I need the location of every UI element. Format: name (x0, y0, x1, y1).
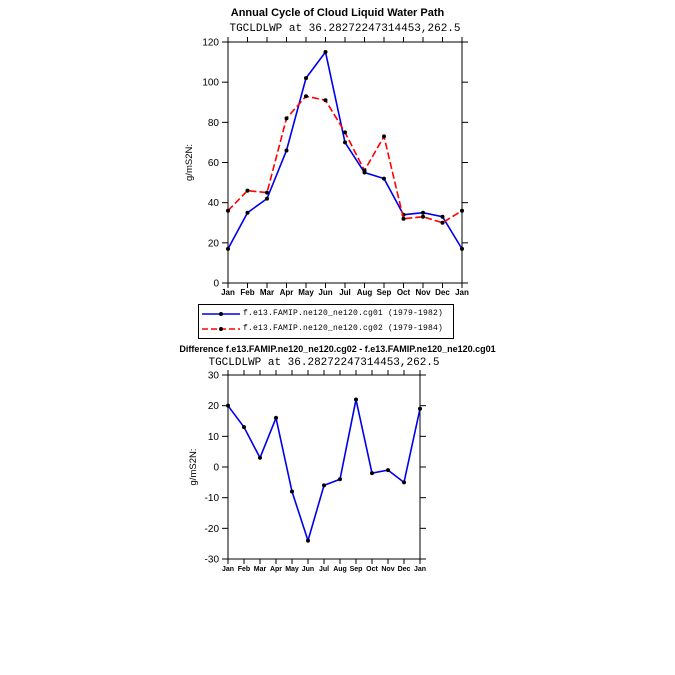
month-label: Oct (396, 288, 411, 297)
data-point-marker (363, 169, 367, 173)
plot-frame (228, 42, 462, 283)
data-point-marker (304, 76, 308, 80)
data-point-marker (246, 211, 250, 215)
legend-entry-cg01 (199, 306, 453, 321)
y-tick-label: 60 (207, 158, 219, 169)
month-label: Jan (221, 288, 235, 297)
month-label: Dec (435, 288, 450, 297)
data-point-marker (386, 468, 390, 472)
legend-label-cg02: f.e13.FAMIP.ne120_ne120.cg02 (1979-1984) (243, 324, 444, 333)
y-tick-label: 0 (213, 278, 219, 290)
y-tick-label: 80 (207, 117, 219, 129)
difference-line-chart (165, 368, 485, 580)
y-tick-label: 20 (207, 401, 219, 413)
data-point-marker (304, 94, 308, 98)
data-point-marker (460, 247, 464, 251)
plot-frame (228, 375, 420, 559)
top-chart-title: Annual Cycle of Cloud Liquid Water Path (230, 7, 445, 19)
month-label: Aug (356, 288, 373, 297)
data-point-marker (285, 116, 289, 120)
month-label: Nov (381, 566, 395, 573)
y-tick-label: -10 (204, 493, 219, 505)
data-point-marker (290, 490, 294, 494)
y-tick-label: 100 (202, 77, 219, 89)
data-point-marker (402, 480, 406, 484)
y-axis-title: g/mS2N: (184, 144, 195, 181)
month-label: Apr (269, 566, 283, 573)
y-tick-label: 10 (207, 431, 219, 443)
y-tick-label: 120 (202, 37, 219, 49)
data-point-marker (306, 539, 310, 543)
data-point-marker (226, 404, 230, 408)
y-tick-label: -30 (204, 554, 219, 566)
data-point-marker (402, 217, 406, 221)
data-point-marker (242, 425, 246, 429)
data-point-marker (370, 471, 374, 475)
data-point-marker (338, 477, 342, 481)
data-point-marker (324, 98, 328, 102)
month-label: Mar (253, 566, 267, 573)
month-label: Feb (240, 288, 255, 297)
month-label: Aug (333, 566, 347, 573)
y-tick-label: 0 (213, 462, 219, 474)
data-point-marker (246, 189, 250, 193)
data-point-marker (258, 456, 262, 460)
data-point-marker (343, 130, 347, 134)
month-label: Feb (237, 566, 251, 573)
data-point-marker (441, 215, 445, 219)
data-point-marker (421, 215, 425, 219)
difference-chart-subtitle: TGCLDLWP at 36.28272247314453,262.5 (208, 357, 440, 369)
legend-marker (219, 327, 223, 331)
data-point-marker (354, 398, 358, 402)
data-point-marker (343, 140, 347, 144)
data-point-marker (441, 221, 445, 225)
data-point-marker (285, 148, 289, 152)
annual-cycle-line-chart (165, 36, 485, 308)
month-label: Oct (366, 566, 378, 573)
month-label: Jan (221, 566, 235, 573)
legend-marker (219, 312, 223, 316)
data-point-marker (382, 177, 386, 181)
data-point-marker (460, 209, 464, 213)
month-label: May (285, 566, 299, 573)
legend-line-sample-icon (199, 307, 243, 321)
legend-box (198, 304, 454, 339)
month-label: Sep (349, 566, 363, 573)
data-point-marker (324, 50, 328, 54)
month-label: Mar (259, 288, 275, 297)
difference-chart-title: Difference f.e13.FAMIP.ne120_ne120.cg02 - f.e13.FAMIP.ne120_ne120.cg01 (179, 344, 496, 354)
series-line (228, 96, 462, 223)
y-axis-title: g/mS2N: (188, 448, 199, 486)
month-label: Jan (455, 288, 469, 297)
y-tick-label: 40 (207, 198, 219, 210)
series-line (228, 52, 462, 249)
y-tick-label: 30 (207, 370, 219, 382)
month-label: Jul (339, 288, 351, 297)
data-point-marker (226, 247, 230, 251)
month-label: Jul (318, 566, 330, 573)
series-line (228, 400, 420, 541)
legend-entry-cg02 (199, 321, 453, 336)
data-point-marker (382, 134, 386, 138)
data-point-marker (322, 483, 326, 487)
month-label: Sep (376, 288, 392, 297)
y-tick-label: -20 (204, 523, 219, 535)
month-label: Dec (397, 566, 411, 573)
data-point-marker (265, 191, 269, 195)
month-label: Jun (301, 566, 315, 573)
month-label: May (298, 288, 314, 297)
month-label: Jan (413, 566, 427, 573)
month-label: Apr (279, 288, 294, 297)
data-point-marker (274, 416, 278, 420)
data-point-marker (418, 407, 422, 411)
data-point-marker (265, 197, 269, 201)
data-point-marker (226, 209, 230, 213)
top-chart-subtitle: TGCLDLWP at 36.28272247314453,262.5 (229, 23, 461, 35)
data-point-marker (421, 211, 425, 215)
month-label: Jun (318, 288, 333, 297)
y-tick-label: 20 (207, 238, 219, 250)
month-label: Nov (415, 288, 431, 297)
legend-label-cg01: f.e13.FAMIP.ne120_ne120.cg01 (1979-1982) (243, 309, 444, 318)
legend-line-sample-icon (199, 322, 243, 336)
